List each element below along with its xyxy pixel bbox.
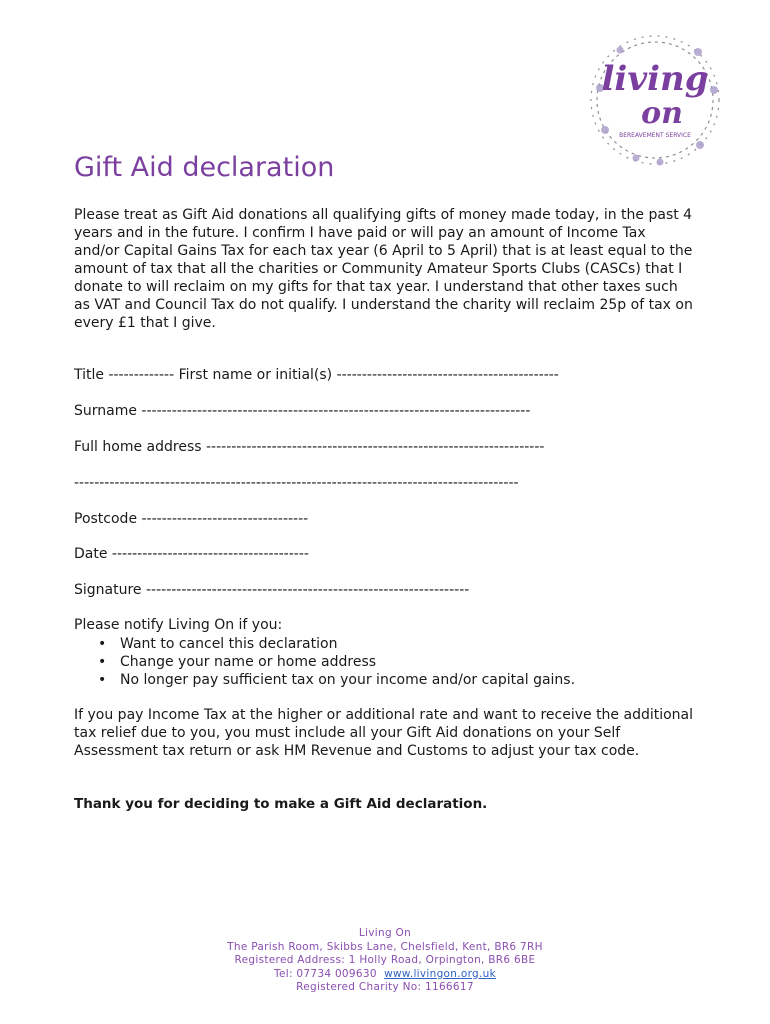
page-title: Gift Aid declaration: [74, 152, 335, 183]
footer-org: Living On: [358, 927, 412, 939]
notify-heading: Please notify Living On if you:: [74, 617, 283, 633]
svg-text:BEREAVEMENT SERVICE: BEREAVEMENT SERVICE: [619, 132, 691, 139]
footer-registered-address: Registered Address: 1 Holly Road, Orpington, BR6 6BE: [234, 954, 536, 966]
list-item: • Change your name or home address: [74, 653, 575, 671]
address-field-line2[interactable]: ----------------------------------------------------------------------------------------: [74, 475, 519, 491]
date-field[interactable]: Date ---------------------------------------: [74, 546, 309, 562]
surname-field[interactable]: Surname -----------------------------------------------------------------------------: [74, 403, 531, 419]
list-item: • No longer pay sufficient tax on your income and/or capital gains.: [74, 671, 575, 689]
footer-charity-number: Registered Charity No: 1166617: [296, 981, 474, 993]
svg-text:living: living: [601, 59, 709, 99]
footer-tel: Tel: 07734 009630: [274, 967, 377, 980]
thank-you-note: Thank you for deciding to make a Gift Aid declaration.: [74, 796, 488, 812]
footer-address: The Parish Room, Skibbs Lane, Chelsfield, Kent, BR6 7RH: [227, 940, 543, 953]
notify-list: [74, 635, 575, 689]
higher-rate-paragraph: If you pay Income Tax at the higher or additional rate and want to receive the additional tax relief due to you, you must include all your Gift Aid donations on your Self Assessment tax return or ask HM Revenue and Customs to adjust your tax code.: [74, 707, 694, 759]
postcode-field[interactable]: Postcode ---------------------------------: [74, 511, 309, 527]
footer: [0, 927, 770, 995]
website-link[interactable]: www.livingon.org.uk: [384, 967, 496, 980]
living-on-logo: [580, 30, 730, 170]
footer-contact: [0, 968, 770, 982]
svg-text:on: on: [641, 96, 683, 131]
title-name-field[interactable]: Title ------------- First name or initial(s) --------------------------------------------: [74, 367, 559, 383]
intro-paragraph: Please treat as Gift Aid donations all qualifying gifts of money made today, in the past 4 years and in the future. I confirm I have paid or will pay an amount of Income Tax and/or Capital Gains Tax for each tax year (6 April to 5 April) that is at least equal to the amount of tax that all the charities or Community Amateur Sports Clubs (CASCs) that I donate to will reclaim on my gifts for that tax year. I understand that other taxes such as VAT and Council Tax do not qualify. I understand the charity will reclaim 25p of tax on every £1 that I give.: [74, 207, 693, 331]
list-item: • Want to cancel this declaration: [74, 635, 575, 653]
signature-field[interactable]: Signature ----------------------------------------------------------------: [74, 582, 470, 598]
wreath-icon: [580, 30, 730, 170]
address-field[interactable]: Full home address -------------------------------------------------------------------: [74, 439, 545, 455]
